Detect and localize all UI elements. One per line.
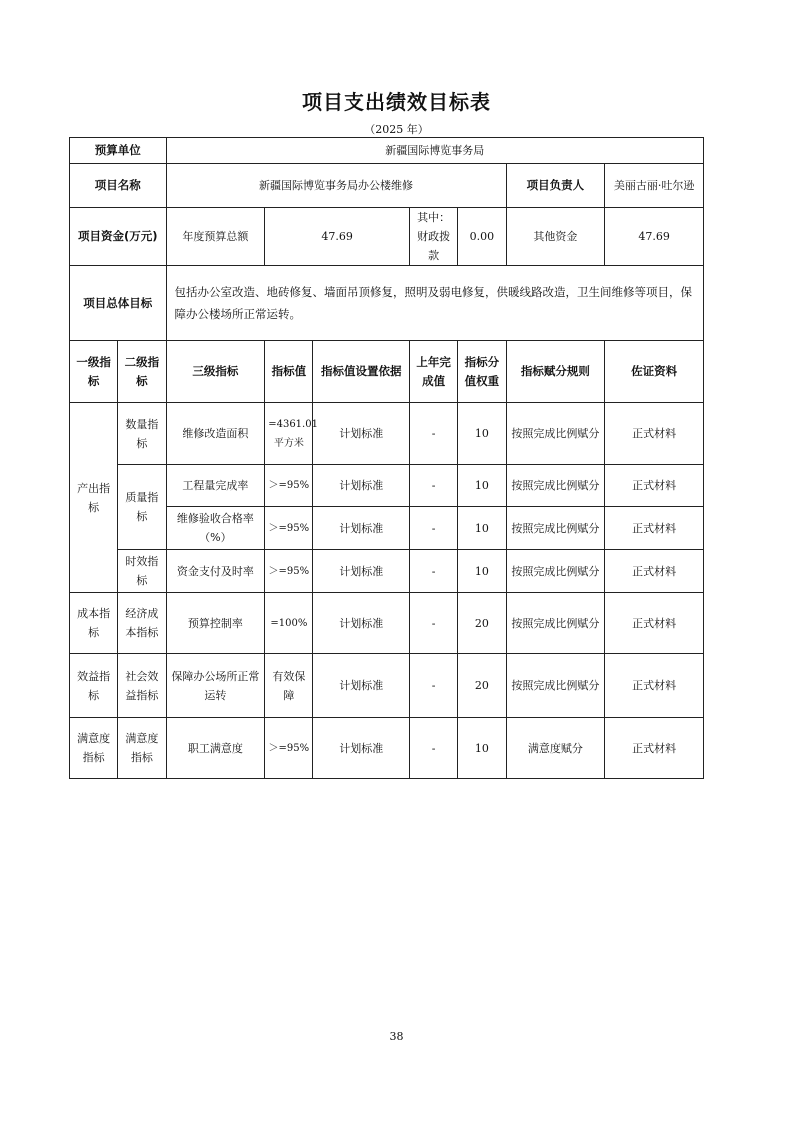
table-row bbox=[70, 465, 704, 507]
level3-cell: 职工满意度 bbox=[166, 718, 265, 779]
last-year-cell: - bbox=[410, 403, 458, 465]
subgroup-economic-cost: 经济成本指标 bbox=[118, 593, 166, 654]
project-name-value: 新疆国际博览事务局办公楼维修 bbox=[166, 164, 506, 208]
table-row bbox=[70, 550, 704, 593]
value-cell: ＞=95% bbox=[265, 507, 313, 550]
page-number: 38 bbox=[389, 1030, 404, 1043]
value-cell: ＞=95% bbox=[265, 550, 313, 593]
table-row bbox=[70, 718, 704, 779]
evidence-cell: 正式材料 bbox=[605, 550, 704, 593]
evidence-cell: 正式材料 bbox=[605, 593, 704, 654]
project-name-label: 项目名称 bbox=[70, 164, 167, 208]
col-value: 指标值 bbox=[265, 341, 313, 403]
col-level1: 一级指标 bbox=[70, 341, 118, 403]
performance-target-table bbox=[69, 137, 704, 779]
basis-cell: 计划标准 bbox=[313, 593, 410, 654]
fiscal-label: 其中：财政拨款 bbox=[410, 208, 458, 266]
other-funds-label: 其他资金 bbox=[506, 208, 605, 266]
group-benefit: 效益指标 bbox=[70, 654, 118, 718]
weight-cell: 10 bbox=[458, 465, 506, 507]
value-cell: =100% bbox=[265, 593, 313, 654]
evidence-cell: 正式材料 bbox=[605, 718, 704, 779]
col-weight: 指标分值权重 bbox=[458, 341, 506, 403]
rule-cell: 按照完成比例赋分 bbox=[506, 465, 605, 507]
table-row bbox=[70, 654, 704, 718]
weight-cell: 10 bbox=[458, 718, 506, 779]
basis-cell: 计划标准 bbox=[313, 507, 410, 550]
value-cell: ＞=95% bbox=[265, 718, 313, 779]
rule-cell: 按照完成比例赋分 bbox=[506, 403, 605, 465]
last-year-cell: - bbox=[410, 550, 458, 593]
rule-cell: 按照完成比例赋分 bbox=[506, 593, 605, 654]
funds-label: 项目资金(万元) bbox=[70, 208, 167, 266]
value-cell: =4361.01平方米 bbox=[265, 403, 313, 465]
rule-cell: 按照完成比例赋分 bbox=[506, 550, 605, 593]
weight-cell: 20 bbox=[458, 654, 506, 718]
goal-text: 包括办公室改造、地砖修复、墙面吊顶修复，照明及弱电修复，供暖线路改造，卫生间维修等项目，保障办公楼场所正常运转。 bbox=[166, 266, 703, 341]
col-basis: 指标值设置依据 bbox=[313, 341, 410, 403]
group-output: 产出指标 bbox=[70, 403, 118, 593]
rule-cell: 满意度赋分 bbox=[506, 718, 605, 779]
last-year-cell: - bbox=[410, 465, 458, 507]
col-level3: 三级指标 bbox=[166, 341, 265, 403]
col-rule: 指标赋分规则 bbox=[506, 341, 605, 403]
last-year-cell: - bbox=[410, 654, 458, 718]
subgroup-quality: 质量指标 bbox=[118, 465, 166, 550]
responsible-label: 项目负责人 bbox=[506, 164, 605, 208]
level3-cell: 预算控制率 bbox=[166, 593, 265, 654]
basis-cell: 计划标准 bbox=[313, 718, 410, 779]
year-label: （2025 年） bbox=[364, 123, 429, 136]
basis-cell: 计划标准 bbox=[313, 403, 410, 465]
level3-cell: 资金支付及时率 bbox=[166, 550, 265, 593]
budget-unit-value: 新疆国际博览事务局 bbox=[166, 138, 703, 164]
evidence-cell: 正式材料 bbox=[605, 465, 704, 507]
col-last-year: 上年完成值 bbox=[410, 341, 458, 403]
rule-cell: 按照完成比例赋分 bbox=[506, 507, 605, 550]
subgroup-quantity: 数量指标 bbox=[118, 403, 166, 465]
group-cost: 成本指标 bbox=[70, 593, 118, 654]
level3-cell: 维修改造面积 bbox=[166, 403, 265, 465]
annual-budget-label: 年度预算总额 bbox=[166, 208, 265, 266]
table-row bbox=[70, 403, 704, 465]
goal-label: 项目总体目标 bbox=[70, 266, 167, 341]
subgroup-social-benefit: 社会效益指标 bbox=[118, 654, 166, 718]
level3-cell: 维修验收合格率（%） bbox=[166, 507, 265, 550]
value-cell: ＞=95% bbox=[265, 465, 313, 507]
basis-cell: 计划标准 bbox=[313, 654, 410, 718]
rule-cell: 按照完成比例赋分 bbox=[506, 654, 605, 718]
value-cell: 有效保障 bbox=[265, 654, 313, 718]
evidence-cell: 正式材料 bbox=[605, 403, 704, 465]
fiscal-value: 0.00 bbox=[458, 208, 506, 266]
group-satisfaction: 满意度指标 bbox=[70, 718, 118, 779]
responsible-value: 美丽古丽·吐尔逊 bbox=[605, 164, 704, 208]
weight-cell: 20 bbox=[458, 593, 506, 654]
last-year-cell: - bbox=[410, 718, 458, 779]
col-level2: 二级指标 bbox=[118, 341, 166, 403]
table-row bbox=[70, 593, 704, 654]
level3-cell: 保障办公场所正常运转 bbox=[166, 654, 265, 718]
col-evidence: 佐证资料 bbox=[605, 341, 704, 403]
level3-cell: 工程量完成率 bbox=[166, 465, 265, 507]
basis-cell: 计划标准 bbox=[313, 550, 410, 593]
evidence-cell: 正式材料 bbox=[605, 507, 704, 550]
subgroup-satisfaction: 满意度指标 bbox=[118, 718, 166, 779]
budget-unit-label: 预算单位 bbox=[70, 138, 167, 164]
weight-cell: 10 bbox=[458, 507, 506, 550]
basis-cell: 计划标准 bbox=[313, 465, 410, 507]
last-year-cell: - bbox=[410, 593, 458, 654]
subgroup-timeliness: 时效指标 bbox=[118, 550, 166, 593]
weight-cell: 10 bbox=[458, 550, 506, 593]
weight-cell: 10 bbox=[458, 403, 506, 465]
page-title: 项目支出绩效目标表 bbox=[302, 90, 491, 114]
last-year-cell: - bbox=[410, 507, 458, 550]
other-funds-value: 47.69 bbox=[605, 208, 704, 266]
annual-budget-value: 47.69 bbox=[265, 208, 410, 266]
evidence-cell: 正式材料 bbox=[605, 654, 704, 718]
